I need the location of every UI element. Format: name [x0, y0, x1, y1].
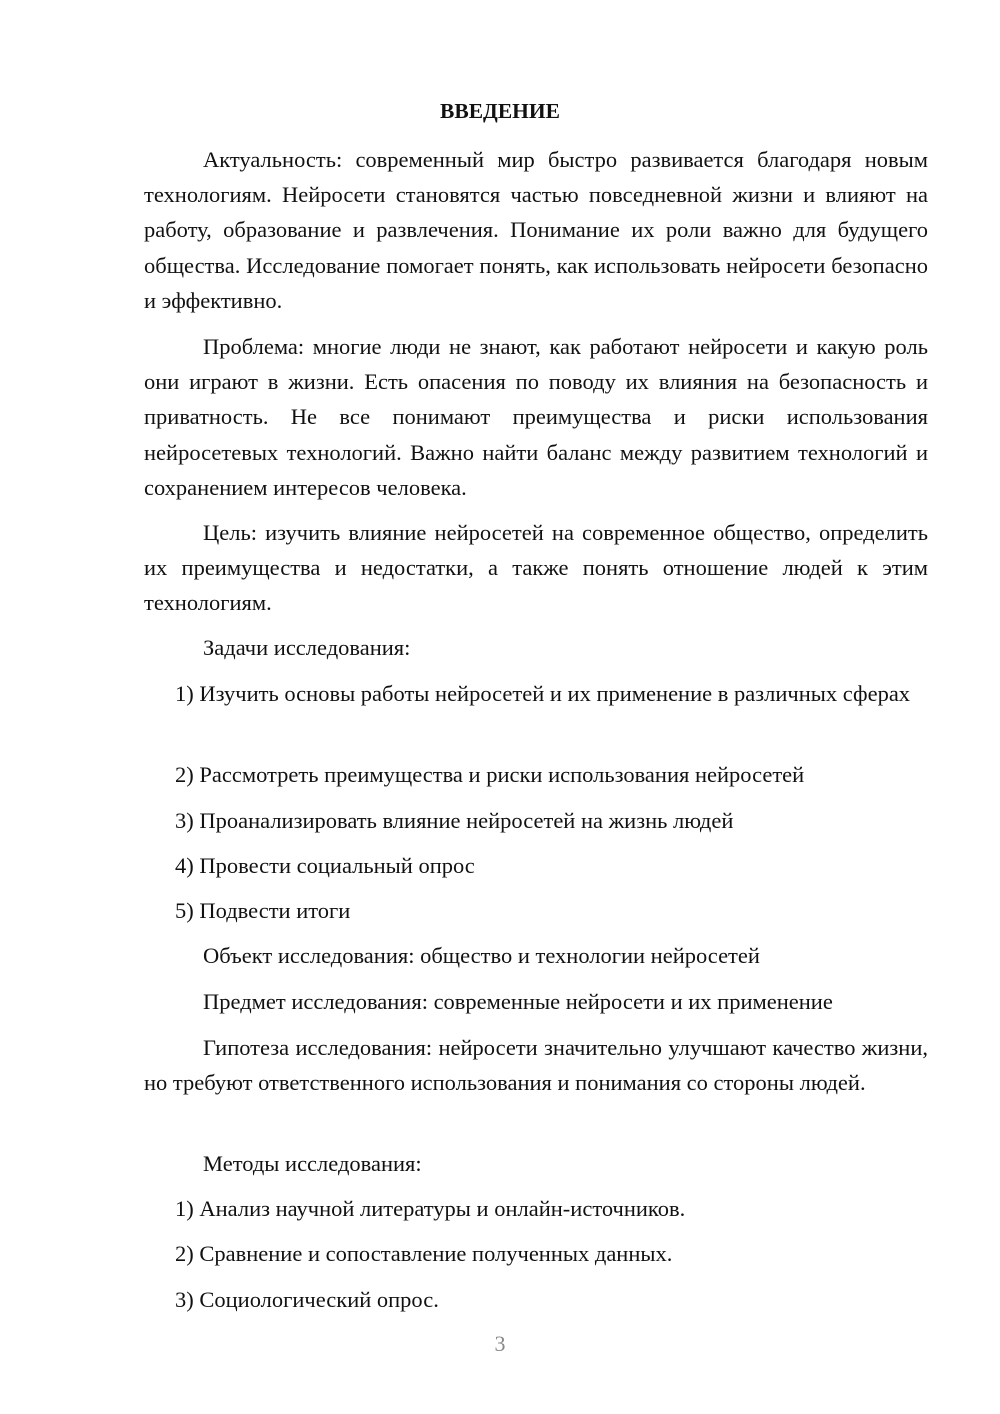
research-subject: Предмет исследования: современные нейросети и их применение	[203, 989, 833, 1014]
tasks-title: Задачи исследования:	[203, 635, 411, 660]
methods-title: Методы исследования:	[203, 1151, 422, 1176]
research-object: Объект исследования: общество и технологии нейросетей	[203, 943, 760, 968]
paragraph-problem: Проблема: многие люди не знают, как работают нейросети и какую роль они играют в жизни. Есть опасения по поводу их влияния на безопасность и приватность. Не все понимают преимущества и риски использования нейросетевых технологий. Важно найти баланс между развитием технологий и сохранением интересов человека.	[144, 334, 928, 500]
method-item-2: 2) Сравнение и сопоставление полученных данных.	[175, 1241, 673, 1266]
paragraph-hypothesis: Гипотеза исследования: нейросети значительно улучшают качество жизни, но требуют ответственного использования и понимания со стороны людей.	[144, 1035, 928, 1096]
task-item-1: 1) Изучить основы работы нейросетей и их применение в различных сферах	[175, 681, 911, 706]
paragraph-goal: Цель: изучить влияние нейросетей на современное общество, определить их преимущества и недостатки, а также понять отношение людей к этим технологиям.	[144, 520, 928, 616]
task-item-4: 4) Провести социальный опрос	[175, 853, 475, 878]
page-number: 3	[494, 1331, 506, 1356]
method-item-1: 1) Анализ научной литературы и онлайн-источников.	[175, 1196, 686, 1221]
task-item-2: 2) Рассмотреть преимущества и риски использования нейросетей	[175, 762, 805, 787]
task-item-5: 5) Подвести итоги	[175, 898, 351, 923]
section-heading: ВВЕДЕНИЕ	[440, 99, 560, 123]
paragraph-relevance: Актуальность: современный мир быстро развивается благодаря новым технологиям. Нейросети становятся частью повседневной жизни и влияют на работу, образование и развлечения. Понимание их роли важно для будущего общества. Исследование помогает понять, как использовать нейросети безопасно и эффективно.	[144, 147, 928, 313]
task-item-3: 3) Проанализировать влияние нейросетей на жизнь людей	[175, 808, 734, 833]
method-item-3: 3) Социологический опрос.	[175, 1287, 439, 1312]
